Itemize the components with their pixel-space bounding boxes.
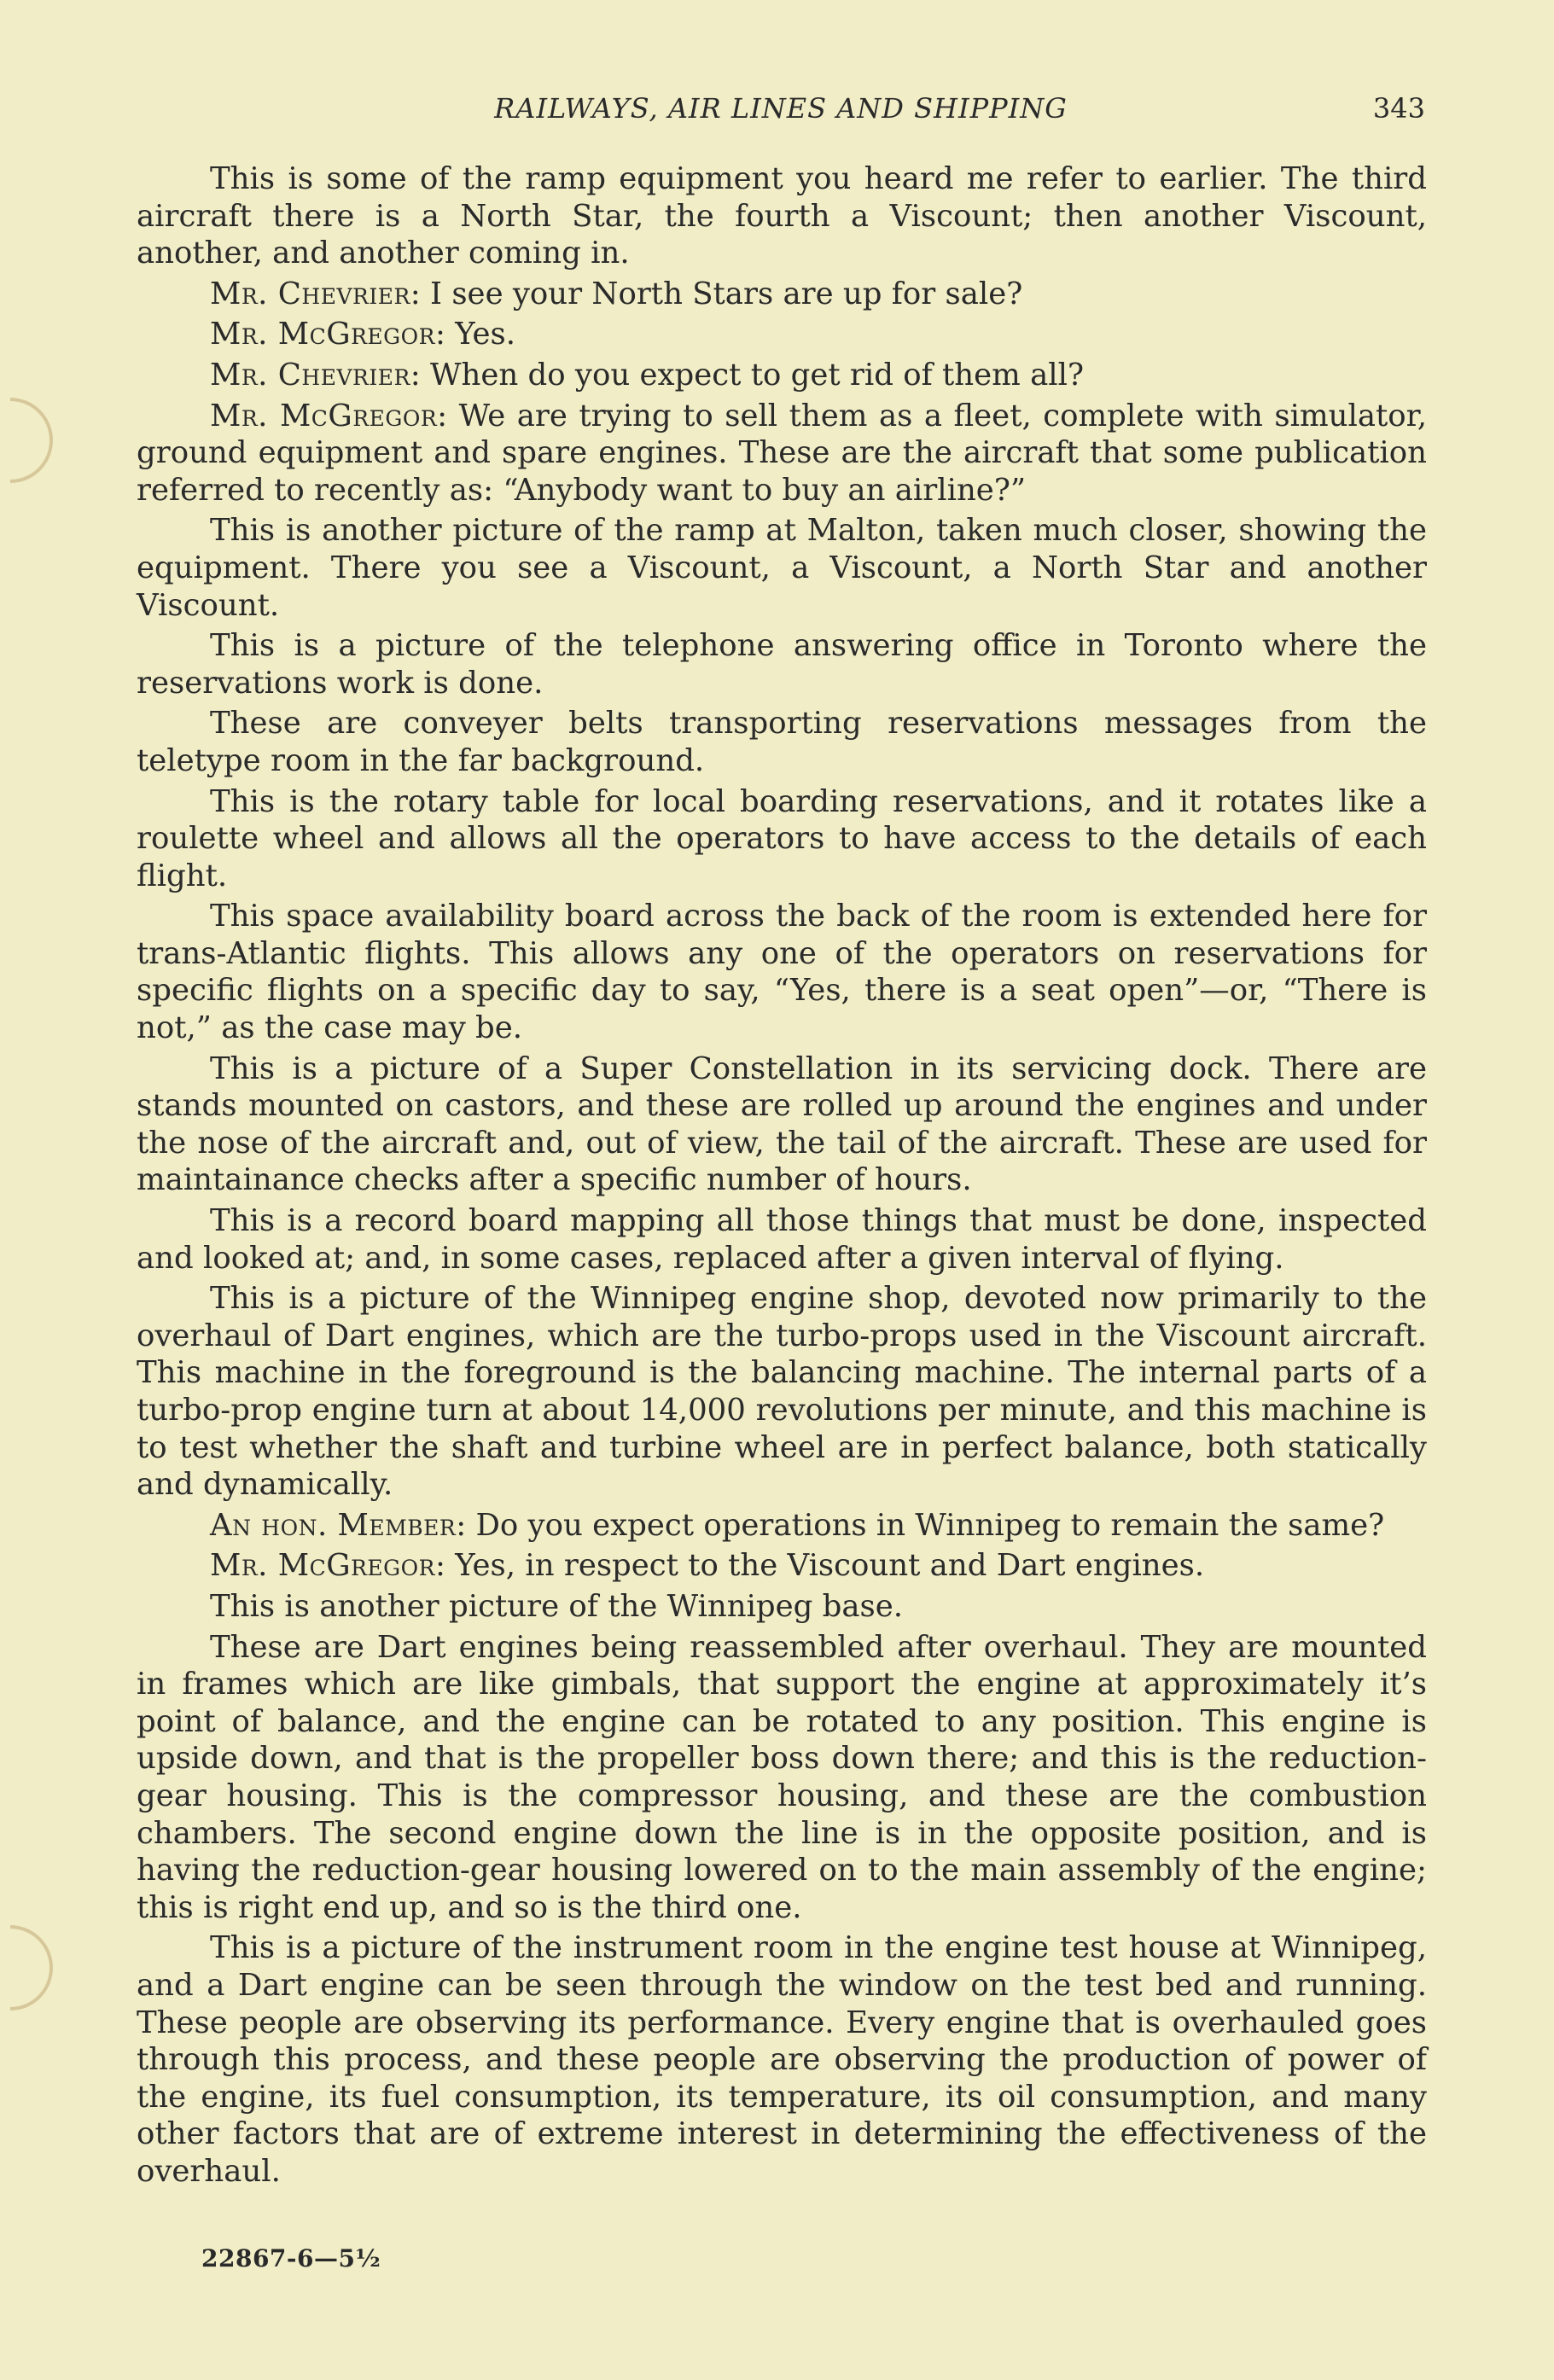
paragraph-text: We are trying to sell them as a fleet, complete with simulator, ground equipment and spare engines. These are the aircraft that some publication referred to recently as: “Anybody want to buy an airline?” bbox=[137, 398, 1427, 508]
binding-hole-mark bbox=[10, 398, 53, 483]
speaker-name: Mr. McGregor bbox=[210, 398, 438, 434]
speaker-name: Mr. Chevrier bbox=[210, 357, 410, 393]
paragraph bbox=[137, 1929, 1427, 2190]
paragraph: Mr. McGregor: Yes, in respect to the Viscount and Dart engines. bbox=[210, 1548, 1205, 1584]
paragraph-text: This space availability board across the back of the room is extended here for trans-Atlantic flights. This allows any one of the operators on reservations for specific flights on a specific day to say, “Yes, there is a seat open”—or, “There is not,” as the case may be. bbox=[137, 899, 1427, 1046]
paragraph-text: This is a picture of the Winnipeg engine shop, devoted now primarily to the overhaul of Dart engines, which are the turbo-props used in the Viscount aircraft. This machine in the foreground is the balancing machine. The internal parts of a turbo-prop engine turn at about 14,000 revolutions per minute, and this machine is to test whether the shaft and turbine wheel are in perfect balance, both statically and dynamically. bbox=[137, 1281, 1427, 1503]
body-text bbox=[137, 160, 1427, 2193]
paragraph-text: This is a picture of a Super Constellation in its servicing dock. There are stands mounted on castors, and these are rolled up around the engines and under the nose of the aircraft and, out of view, the tail of the aircraft. These are used for maintainance checks after a specific number of hours. bbox=[137, 1050, 1427, 1198]
paragraph-text: Yes, in respect to the Viscount and Dart engines. bbox=[455, 1548, 1205, 1584]
paragraph bbox=[137, 1050, 1427, 1199]
speaker-name: Mr. McGregor bbox=[210, 1548, 435, 1584]
paragraph: Mr. McGregor: Yes. bbox=[210, 317, 516, 352]
paragraph-text: This is a record board mapping all those things that must be done, inspected and looked at; and, in some cases, replaced after a given interval of flying. bbox=[137, 1203, 1427, 1276]
binding-hole-mark bbox=[10, 1925, 53, 2010]
paragraph: An hon. Member: Do you expect operations in Winnipeg to remain the same? bbox=[210, 1507, 1385, 1543]
paragraph bbox=[137, 160, 1427, 272]
paragraph-text: Do you expect operations in Winnipeg to remain the same? bbox=[475, 1507, 1385, 1543]
paragraph-text: This is another picture of the ramp at Malton, taken much closer, showing the equipment. There you see a Viscount, a Viscount, a North Star and another Viscount. bbox=[137, 513, 1427, 623]
printer-signature: 22867-6—5½ bbox=[201, 2244, 381, 2272]
speaker-name: Mr. Chevrier bbox=[210, 276, 410, 311]
paragraph bbox=[137, 1202, 1427, 1277]
paragraph-text: This is a picture of the instrument room in the engine test house at Winnipeg, and a Dart engine can be seen through the window on the test bed and running. These people are observing its performance. Every engine that is overhauled goes through this process, and these people are observing the production of power of the engine, its fuel consumption, its temperature, its oil consumption, and many other factors that are of extreme interest in determining the effectiveness of the overhaul. bbox=[137, 1930, 1427, 2189]
paragraph-text: Yes. bbox=[455, 317, 516, 352]
paragraph-text: I see your North Stars are up for sale? bbox=[430, 276, 1023, 311]
paragraph bbox=[137, 512, 1427, 624]
paragraph bbox=[137, 898, 1427, 1046]
page-number: 343 bbox=[1372, 92, 1425, 125]
paragraph-text: When do you expect to get rid of them all? bbox=[430, 357, 1085, 393]
paragraph-text: These are conveyer belts transporting reservations messages from the teletype room in the far background. bbox=[137, 706, 1427, 778]
page-header bbox=[137, 92, 1425, 130]
speaker-name: Mr. McGregor bbox=[210, 317, 435, 352]
paragraph-text: This is the rotary table for local boarding reservations, and it rotates like a roulette wheel and allows all the operators to have access to the details of each flight. bbox=[137, 783, 1427, 893]
paragraph: Mr. McGregor: We are trying to sell them as a fleet, complete with simulator, ground equipment and spare engines. These are the aircraft that some publication referred to recently as: “Anybody want to buy an airline?” bbox=[137, 398, 1427, 508]
paragraph-text: This is some of the ramp equipment you heard me refer to earlier. The third aircraft there is a North Star, the fourth a Viscount; then another Viscount, another, and another coming in. bbox=[137, 161, 1427, 271]
paragraph-text: These are Dart engines being reassembled after overhaul. They are mounted in frames which are like gimbals, that support the engine at approximately it’s point of balance, and the engine can be rotated to any position. This engine is upside down, and that is the propeller boss down there; and this is the reduction-gear housing. This is the compressor housing, and these are the combustion chambers. The second engine down the line is in the opposite position, and is having the reduction-gear housing lowered on to the main assembly of the engine; this is right end up, and so is the third one. bbox=[137, 1629, 1427, 1925]
paragraph: Mr. Chevrier: I see your North Stars are up for sale? bbox=[210, 276, 1023, 311]
paragraph bbox=[137, 783, 1427, 895]
paragraph bbox=[137, 627, 1427, 701]
paragraph-text: This is another picture of the Winnipeg base. bbox=[210, 1588, 904, 1624]
paragraph bbox=[137, 705, 1427, 779]
speaker-name: An hon. Member bbox=[210, 1507, 457, 1543]
paragraph bbox=[137, 1588, 1427, 1626]
paragraph bbox=[137, 1629, 1427, 1927]
running-head: RAILWAYS, AIR LINES AND SHIPPING bbox=[494, 92, 1068, 125]
paragraph bbox=[137, 1280, 1427, 1504]
paragraph: Mr. Chevrier: When do you expect to get rid of them all? bbox=[210, 357, 1085, 393]
paragraph-text: This is a picture of the telephone answering office in Toronto where the reservations work is done. bbox=[137, 628, 1427, 701]
